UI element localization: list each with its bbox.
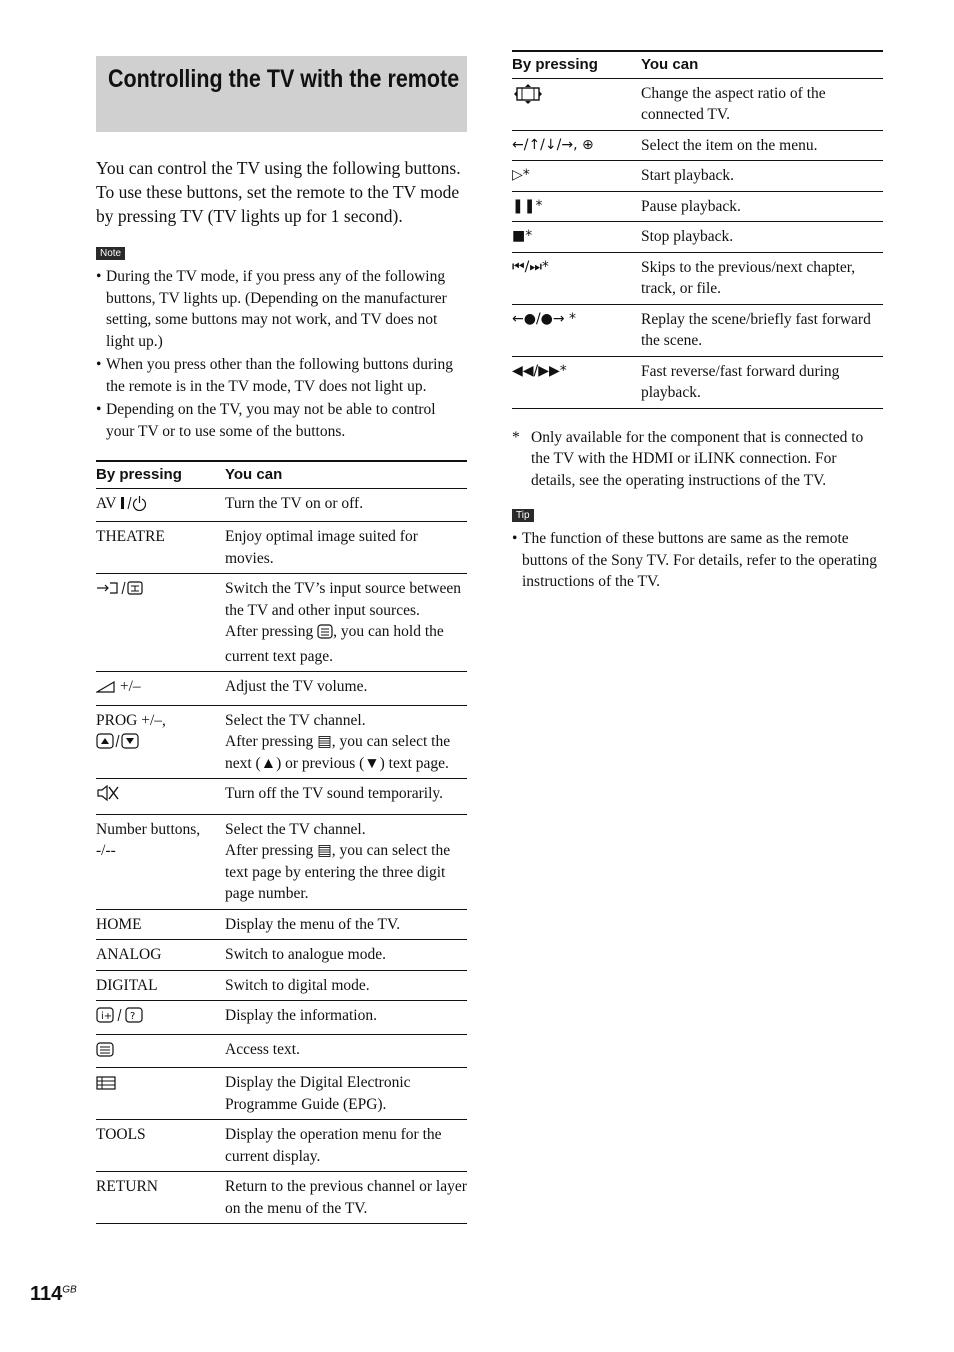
- table-row: [96, 522, 467, 574]
- note-item: • When you press other than the following buttons during the remote is in the TV mode, TV does not light up.: [96, 354, 467, 397]
- header-you-can: You can: [225, 461, 467, 488]
- row-action: Select the TV channel.: [225, 711, 366, 729]
- table-row: [96, 940, 467, 971]
- row-action: Display the Digital Electronic Programme Guide (EPG).: [225, 1068, 467, 1120]
- table-row: [96, 1172, 467, 1224]
- table-row: [96, 1068, 467, 1120]
- key-label: Number buttons,: [96, 820, 201, 838]
- row-action-detail: After pressing ▤, you can select the text page by entering the three digit page number.: [225, 842, 451, 902]
- header-by-pressing: By pressing: [96, 461, 225, 488]
- svg-text:i+: i+: [101, 1011, 113, 1022]
- epg-icon: [96, 1075, 116, 1097]
- table-row: [96, 970, 467, 1001]
- row-action: Display the operation menu for the current display.: [225, 1120, 467, 1172]
- table-row: [96, 814, 467, 909]
- table-row: [512, 78, 883, 130]
- row-action: Select the TV channel.: [225, 820, 366, 838]
- key-label: -/--: [96, 842, 116, 859]
- svg-text:?: ?: [130, 1011, 136, 1022]
- power-icon: [120, 495, 146, 518]
- row-action: Switch the TV’s input source between the TV and other input sources.: [225, 580, 462, 619]
- table-row: [512, 356, 883, 408]
- key-label: ▷*: [512, 161, 641, 192]
- table-row: [96, 1001, 467, 1035]
- row-action-detail: After pressing: [225, 623, 314, 640]
- table-row: [96, 1034, 467, 1068]
- page-suffix: GB: [62, 1284, 77, 1296]
- muting-icon: [96, 783, 120, 810]
- tip-badge: Tip: [512, 509, 534, 522]
- key-label: ■*: [512, 222, 641, 253]
- button-table-left: [96, 460, 467, 1224]
- title-box: [96, 56, 467, 132]
- page-number: [30, 1283, 77, 1306]
- row-action: Adjust the TV volume.: [225, 672, 467, 706]
- row-action: Return to the previous channel or layer on the menu of the TV.: [225, 1172, 467, 1224]
- button-table-right: [512, 50, 883, 409]
- key-label: AV: [96, 494, 117, 512]
- row-action: Replay the scene/briefly fast forward the scene.: [641, 304, 883, 356]
- text-icon: [317, 624, 333, 646]
- row-action: Stop playback.: [641, 222, 883, 253]
- table-row: [96, 672, 467, 706]
- key-label: ◀◀/▶▶*: [512, 356, 641, 408]
- key-label: ←/↑/↓/→, ⊕: [512, 130, 641, 161]
- row-action: Fast reverse/fast forward during playback.: [641, 356, 883, 408]
- header-by-pressing: By pressing: [512, 51, 641, 78]
- page-title: Controlling the TV with the remote: [108, 65, 460, 93]
- row-action: Change the aspect ratio of the connected TV.: [641, 78, 883, 130]
- row-action: Display the menu of the TV.: [225, 909, 467, 940]
- header-you-can: You can: [641, 51, 883, 78]
- table-row: [96, 779, 467, 815]
- note-list: [96, 266, 467, 442]
- page-number-value: 114: [30, 1283, 63, 1305]
- table-row: [96, 1120, 467, 1172]
- footnote-text: Only available for the component that is connected to the TV with the HDMI or iLINK connection. For details, see the operating instructions of the TV.: [531, 428, 864, 489]
- table-row: [512, 304, 883, 356]
- table-row: [96, 574, 467, 672]
- table-row: [96, 488, 467, 522]
- key-label: +/–: [119, 678, 141, 695]
- tip-list: [512, 528, 883, 593]
- volume-icon: [96, 679, 116, 701]
- row-action: Access text.: [225, 1034, 467, 1068]
- table-row: [512, 130, 883, 161]
- page-up-down-icon: [96, 733, 140, 756]
- table-row: [96, 705, 467, 779]
- intro-paragraph: You can control the TV using the following buttons. To use these buttons, set the remote to the TV mode by pressing TV (TV lights up for 1 second).: [96, 158, 461, 226]
- row-action: Pause playback.: [641, 191, 883, 222]
- key-label: ANALOG: [96, 940, 225, 971]
- row-action: Start playback.: [641, 161, 883, 192]
- row-action: Switch to analogue mode.: [225, 940, 467, 971]
- row-action: Turn the TV on or off.: [225, 488, 467, 522]
- wide-mode-icon: [512, 83, 544, 112]
- key-label: THEATRE: [96, 522, 225, 574]
- footnote-marker: *: [512, 428, 520, 446]
- row-action: Display the information.: [225, 1001, 467, 1035]
- note-item: • During the TV mode, if you press any of the following buttons, TV lights up. (Depending on the manufacturer setting, some buttons may not work, and TV does not light up.): [96, 266, 467, 352]
- right-column: [512, 50, 883, 595]
- key-label: HOME: [96, 909, 225, 940]
- key-label: RETURN: [96, 1172, 225, 1224]
- input-select-icon: [96, 580, 144, 603]
- left-column: [96, 56, 467, 1224]
- table-row: [512, 161, 883, 192]
- table-row: [512, 222, 883, 253]
- key-label: ❚❚*: [512, 191, 641, 222]
- row-action: Switch to digital mode.: [225, 970, 467, 1001]
- table-row: [512, 191, 883, 222]
- info-icon: [96, 1007, 146, 1030]
- row-action: Skips to the previous/next chapter, track, or file.: [641, 252, 883, 304]
- key-label: DIGITAL: [96, 970, 225, 1001]
- row-action-detail: , you can hold the current text page.: [225, 623, 444, 665]
- note-badge: Note: [96, 247, 125, 260]
- row-action: Turn off the TV sound temporarily.: [225, 779, 467, 815]
- row-action-detail: After pressing ▤, you can select the next (▲) or previous (▼) text page.: [225, 733, 451, 772]
- footnote: [512, 427, 883, 492]
- note-item: • Depending on the TV, you may not be able to control your TV or to use some of the buttons.: [96, 399, 467, 442]
- key-label: TOOLS: [96, 1120, 225, 1172]
- tip-item: • The function of these buttons are same as the remote buttons of the Sony TV. For details, refer to the operating instructions of the TV.: [512, 528, 883, 593]
- row-action: Enjoy optimal image suited for movies.: [225, 522, 467, 574]
- key-label: ⏮/⏭*: [512, 252, 641, 304]
- table-row: [512, 252, 883, 304]
- key-label: ←●/●→ *: [512, 304, 641, 356]
- row-action: Select the item on the menu.: [641, 130, 883, 161]
- text-icon: [96, 1042, 114, 1064]
- table-row: [96, 909, 467, 940]
- key-label: PROG +/–,: [96, 711, 166, 729]
